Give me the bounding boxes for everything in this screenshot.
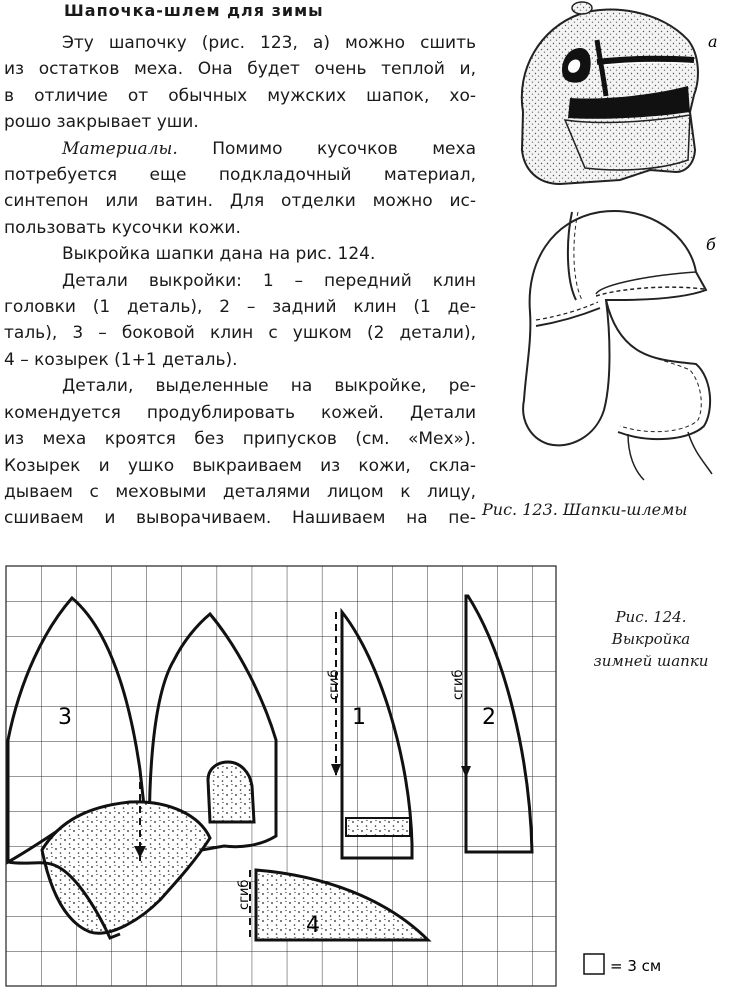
piece-label-2: 2: [482, 705, 496, 730]
text-line: в отличие от обычных мужских шапок, хо-: [4, 85, 476, 106]
text-line: рошо закрывает уши.: [4, 112, 199, 133]
text-line: Детали, выделенные на выкройке, ре-: [62, 376, 476, 397]
caption-line: зимней шапки: [593, 652, 709, 670]
section-heading: Шапочка-шлем для зимы: [64, 1, 324, 20]
text-line: из остатков меха. Она будет очень теплой и,: [4, 59, 476, 80]
piece-label-1: 1: [352, 705, 366, 730]
text-line: 4 – козырек (1+1 деталь).: [4, 349, 238, 370]
text-line: из меха кроятся без припусков (см. «Мех»).: [4, 429, 476, 450]
text-line: Детали выкройки: 1 – передний клин: [62, 270, 476, 291]
pattern-diagram: [6, 566, 556, 986]
text-line: таль), 3 – боковой клин с ушком (2 детали),: [4, 323, 476, 344]
line-hat-illustration: [523, 211, 712, 480]
text-line: Эту шапочку (рис. 123, а) можно сшить: [62, 33, 476, 53]
fold-label-1: сгиб: [327, 669, 342, 700]
scale-label: = 3 см: [610, 957, 662, 975]
caption-line: Выкройка: [611, 630, 691, 648]
text-line: пользовать кусочки кожи.: [4, 217, 241, 238]
fold-label-4: сгиб: [237, 879, 252, 910]
text-line: потребуется еще подкладочный материал,: [4, 165, 476, 186]
figure-123-caption: Рис. 123. Шапки-шлемы: [482, 500, 688, 519]
text-line: дываем с меховыми деталями лицом к лицу,: [4, 481, 476, 502]
fig-label-b: б: [706, 235, 716, 254]
fur-hat-illustration: [522, 2, 698, 184]
text-line: Козырек и ушко выкраиваем из кожи, скла-: [4, 455, 476, 476]
materials-label: Материалы.: [62, 138, 178, 159]
text-line: головки (1 деталь), 2 – задний клин (1 де-: [4, 297, 476, 318]
caption-line: Рис. 124.: [615, 608, 687, 626]
text-line: сшиваем и выворачиваем. Нашиваем на пе-: [4, 508, 476, 529]
text-line: Выкройка шапки дана на рис. 124.: [62, 244, 376, 265]
text-line: комендуется продублировать кожей. Детали: [4, 402, 476, 423]
fig-label-a: а: [708, 32, 718, 51]
scale-square: [584, 954, 604, 974]
piece-label-3: 3: [58, 705, 72, 730]
piece-label-4: 4: [306, 913, 320, 938]
text-line: синтепон или ватин. Для отделки можно ис-: [4, 191, 476, 212]
text-fragment: Помимо кусочков меха: [177, 138, 476, 159]
fold-label-2: сгиб: [451, 669, 466, 700]
figure-124-caption: [572, 606, 730, 672]
